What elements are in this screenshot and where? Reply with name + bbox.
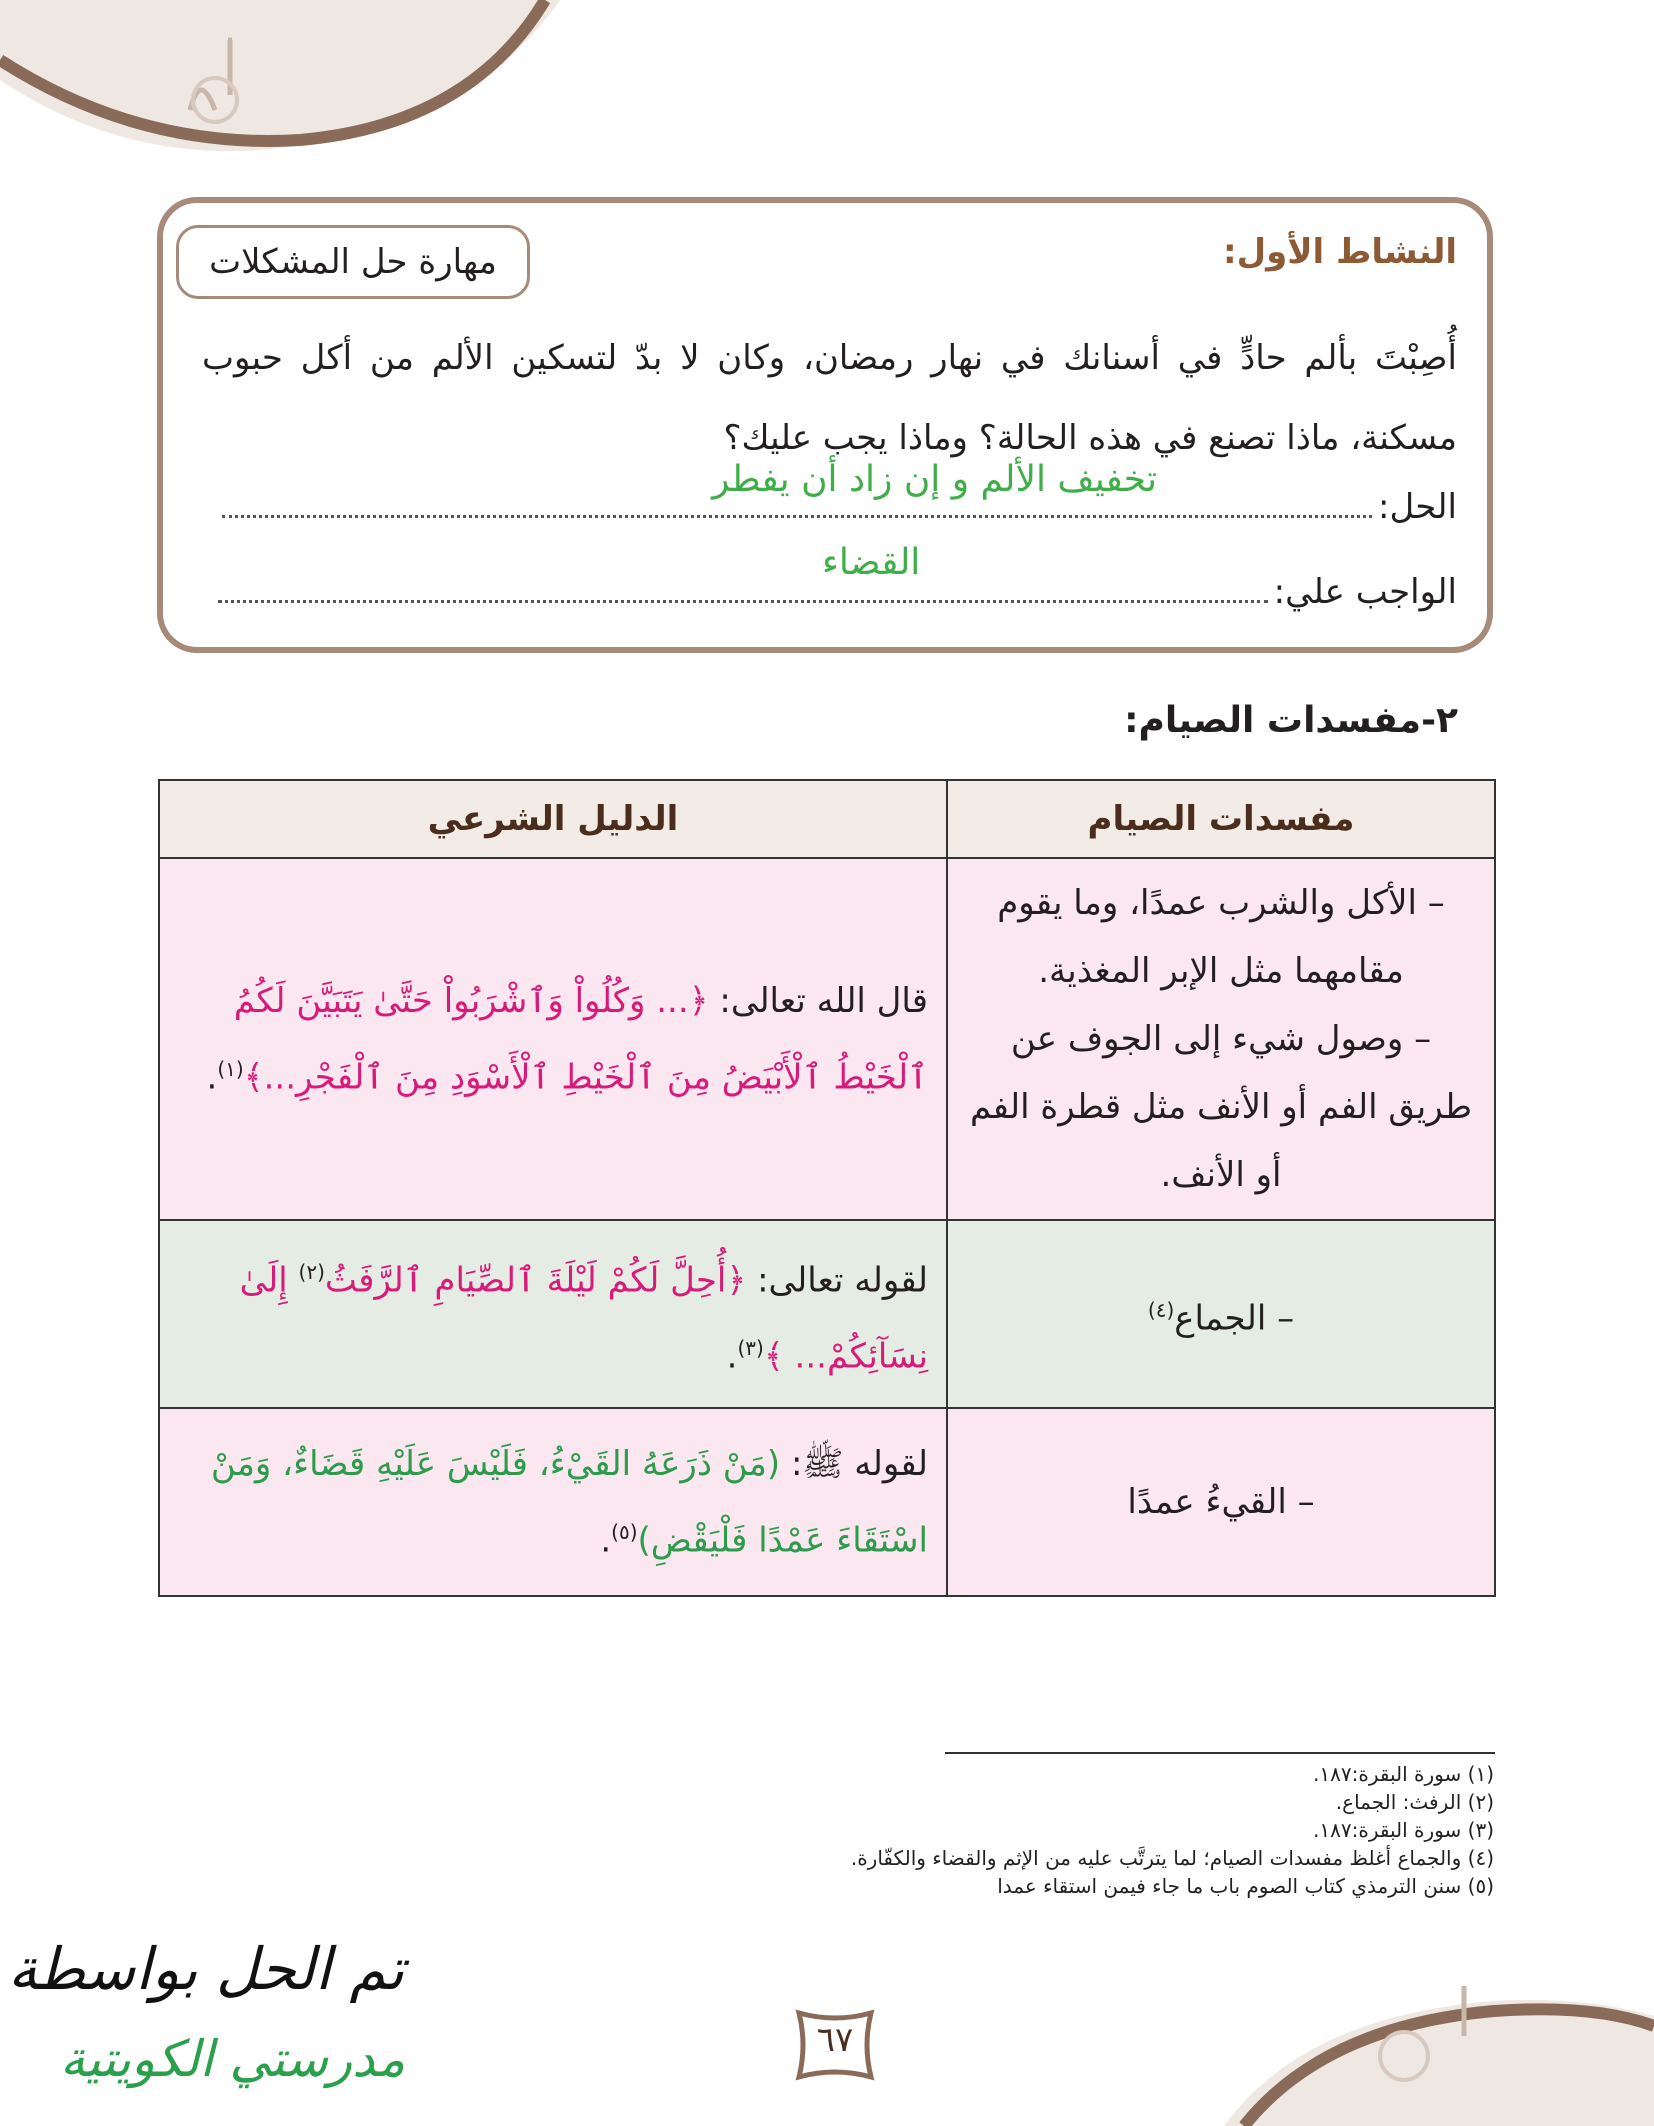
footnote-divider bbox=[945, 1752, 1495, 1754]
stamp-line-1: تم الحل بواسطة bbox=[8, 1935, 405, 2003]
footnote-ref: (٥) bbox=[611, 1519, 638, 1544]
duty-answer: القضاء bbox=[822, 542, 921, 583]
evidence-intro: لقوله ﷺ: bbox=[780, 1443, 928, 1484]
evidence-intro: لقوله تعالى: bbox=[746, 1260, 928, 1300]
page-number: ٦٧ bbox=[816, 2020, 854, 2060]
table-row bbox=[159, 858, 1495, 1220]
duty-label: الواجب علي: bbox=[1273, 572, 1457, 612]
table-header-row bbox=[159, 780, 1495, 858]
invalidator-text: – القيءُ عمدًا bbox=[1127, 1482, 1315, 1522]
fasting-invalidators-table bbox=[158, 779, 1496, 1597]
footnote-ref: (١) bbox=[217, 1056, 244, 1081]
skill-badge: مهارة حل المشكلات bbox=[176, 225, 530, 299]
stamp-line-2: مدرستي الكويتية bbox=[60, 2030, 406, 2088]
hadith-text: (مَنْ ذَرَعَهُ القَيْءُ، فَلَيْسَ عَلَيْهِ قَضَاءٌ، وَمَنْ اسْتَقَاءَ عَمْدًا فَلْيَقْضِ) bbox=[210, 1443, 928, 1561]
invalidator-text: – الأكل والشرب عمدًا، وما يقوم مقامهما مثل الإبر المغذية. bbox=[997, 883, 1445, 991]
problem-text: أُصِبْتَ بألم حادٍّ في أسنانك في نهار رمضان، وكان لا بدّ لتسكين الألم من أكل حبوب مسكنة، ماذا تصنع في هذه الحالة؟ وماذا يجب عليك؟ bbox=[202, 338, 1457, 458]
table-row bbox=[159, 1408, 1495, 1596]
decorative-corner-bottom bbox=[1224, 1976, 1654, 2126]
footnote: (٥) سنن الترمذي كتاب الصوم باب ما جاء فيمن استقاء عمدا bbox=[997, 1874, 1494, 1898]
solution-answer: تخفيف الألم و إن زاد أن يفطر bbox=[712, 459, 1158, 500]
footnote: (٤) والجماع أغلظ مفسدات الصيام؛ لما يترتَّب عليه من الإثم والقضاء والكفّارة. bbox=[850, 1846, 1494, 1870]
quran-verse: ﴿... وَكُلُواْ وَٱشْرَبُواْ حَتَّىٰ يَتَبَيَّنَ لَكُمُ ٱلْخَيْطُ ٱلْأَبْيَضُ مِنَ ٱلْخَيْطِ ٱلْأَسْوَدِ مِنَ ٱلْفَجْرِ...﴾ bbox=[233, 980, 928, 1098]
quran-verse: ﴿أُحِلَّ لَكُمْ لَيْلَةَ ٱلصِّيَامِ ٱلرَّفَثُ bbox=[324, 1260, 747, 1300]
header-evidence: الدليل الشرعي bbox=[159, 780, 947, 858]
section-heading: ٢-مفسدات الصيام: bbox=[1124, 700, 1458, 741]
footnote: (٣) سورة البقرة:١٨٧. bbox=[1313, 1818, 1494, 1842]
invalidator-cell bbox=[947, 1220, 1495, 1408]
evidence-end: . bbox=[726, 1336, 738, 1377]
invalidator-text: – الجماع bbox=[1174, 1298, 1295, 1339]
footnote-ref: (٣) bbox=[737, 1336, 764, 1360]
footnotes-list bbox=[774, 1760, 1494, 1900]
quran-verse-2: إِلَىٰ نِسَآئِكُمْ... ﴾ bbox=[239, 1260, 928, 1377]
footnote-ref: (٤) bbox=[1147, 1297, 1175, 1322]
evidence-cell bbox=[159, 858, 947, 1220]
decorative-corner-top bbox=[0, 0, 560, 170]
duty-dotted-line bbox=[218, 600, 1268, 603]
evidence-cell bbox=[159, 1408, 947, 1596]
footnote: (٢) الرفث: الجماع. bbox=[1335, 1790, 1494, 1814]
invalidator-text-2: – وصول شيء إلى الجوف عن طريق الفم أو الأنف مثل قطرة الفم أو الأنف. bbox=[969, 1019, 1473, 1195]
header-invalidators: مفسدات الصيام bbox=[947, 780, 1495, 858]
solution-label: الحل: bbox=[1378, 487, 1457, 527]
evidence-end: . bbox=[206, 1057, 218, 1098]
evidence-cell bbox=[159, 1220, 947, 1408]
evidence-intro: قال الله تعالى: bbox=[708, 980, 928, 1021]
footnote: (١) سورة البقرة:١٨٧. bbox=[1313, 1762, 1494, 1786]
activity-title: النشاط الأول: bbox=[1222, 232, 1457, 272]
evidence-end: . bbox=[600, 1520, 612, 1561]
solution-dotted-line bbox=[222, 515, 1372, 518]
invalidator-cell bbox=[947, 1408, 1495, 1596]
invalidator-cell bbox=[947, 858, 1495, 1220]
footnote-ref: (٢) bbox=[298, 1259, 325, 1284]
table-row bbox=[159, 1220, 1495, 1408]
